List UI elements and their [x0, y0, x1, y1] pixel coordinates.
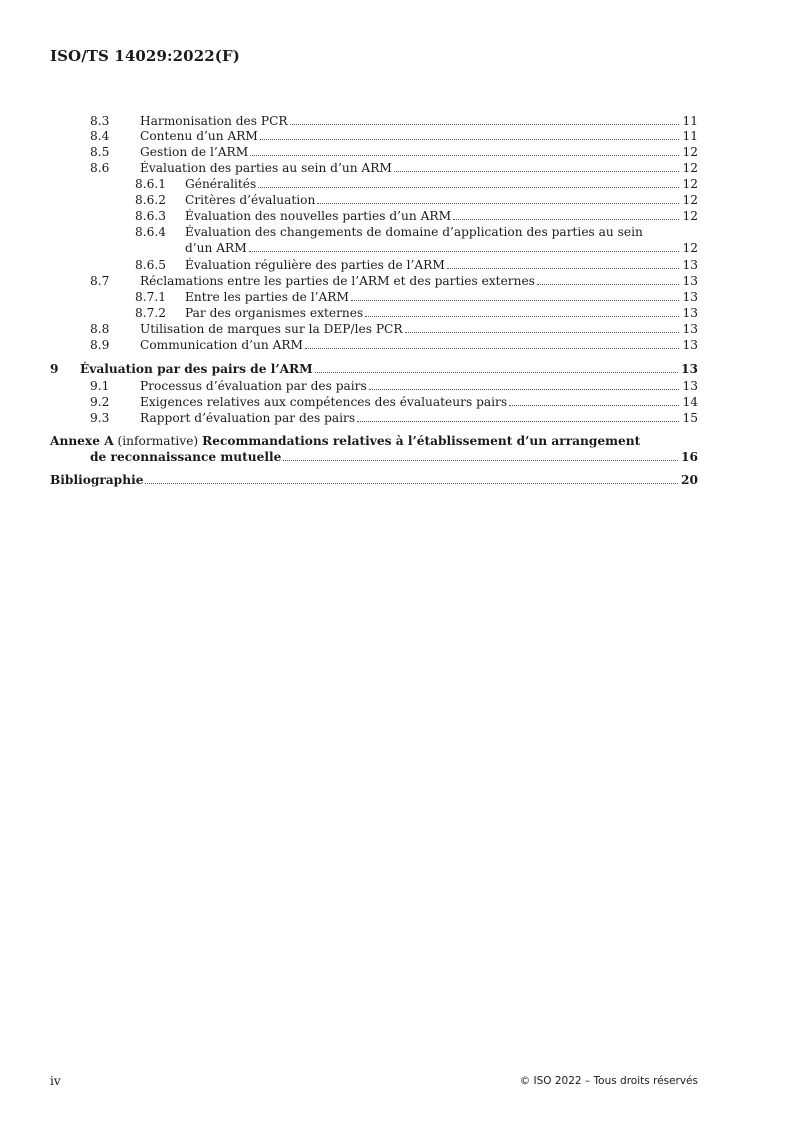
toc-page: 12	[682, 161, 698, 175]
toc-title-line	[140, 274, 698, 288]
toc-number: 8.5	[90, 145, 110, 159]
toc-title: Contenu d’un ARM	[140, 129, 258, 143]
toc-title: Recommandations relatives à l’établissement d’un arrangement	[202, 434, 641, 448]
toc-entry-8-7[interactable]	[50, 274, 698, 288]
toc-title-line	[90, 450, 698, 464]
toc-page: 13	[682, 290, 698, 304]
toc-title-line	[185, 241, 698, 255]
toc-number: 8.4	[90, 129, 110, 143]
table-of-contents	[50, 0, 698, 1122]
toc-title-line	[140, 395, 698, 409]
toc-title: Critères d’évaluation	[185, 193, 316, 207]
copyright-notice: © ISO 2022 – Tous droits réservés	[519, 1075, 698, 1087]
toc-title: Évaluation des changements de domaine d’application des parties au sein	[185, 225, 643, 239]
toc-number: 9	[50, 362, 59, 376]
dot-leader	[351, 300, 680, 301]
toc-title: Communication d’un ARM	[140, 338, 304, 352]
toc-title: Bibliographie	[50, 473, 144, 487]
toc-entry-8-7-1[interactable]	[50, 290, 698, 304]
toc-page: 13	[682, 274, 698, 288]
toc-page: 13	[682, 338, 698, 352]
toc-number: 8.6.5	[135, 258, 167, 272]
dot-leader	[365, 316, 679, 317]
toc-entry-8-5[interactable]	[50, 145, 698, 159]
dot-leader	[145, 483, 678, 484]
page-number: iv	[50, 1074, 61, 1088]
toc-number: 9.2	[90, 395, 110, 409]
toc-number: 8.3	[90, 114, 110, 128]
toc-title: Processus d’évaluation par des pairs	[140, 379, 367, 393]
toc-number: 8.8	[90, 322, 110, 336]
dot-leader	[290, 124, 680, 125]
toc-number: 8.9	[90, 338, 110, 352]
toc-entry-annex-a[interactable]	[50, 434, 698, 448]
toc-page: 15	[682, 411, 698, 425]
toc-title-line	[185, 306, 698, 320]
toc-entry-8-8[interactable]	[50, 322, 698, 336]
toc-page: 14	[682, 395, 698, 409]
toc-page: 13	[682, 379, 698, 393]
toc-page: 12	[682, 241, 698, 255]
toc-entry-bibliography[interactable]	[50, 473, 698, 487]
toc-title-line	[185, 177, 698, 191]
toc-entry-8-6-4-continued[interactable]	[50, 241, 698, 255]
dot-leader	[447, 268, 680, 269]
toc-number: 8.6.3	[135, 209, 167, 223]
toc-annex-heading	[50, 434, 640, 448]
dot-leader	[357, 421, 679, 422]
toc-entry-9-2[interactable]	[50, 395, 698, 409]
dot-leader	[258, 187, 679, 188]
toc-page: 12	[682, 209, 698, 223]
toc-number: 8.6.2	[135, 193, 167, 207]
toc-title-line	[140, 411, 698, 425]
toc-page: 11	[682, 114, 698, 128]
toc-title: Harmonisation des PCR	[140, 114, 288, 128]
toc-title: Évaluation régulière des parties de l’ARM	[185, 258, 445, 272]
toc-number: 8.7	[90, 274, 110, 288]
toc-title-line	[185, 225, 698, 239]
toc-title-line	[185, 258, 698, 272]
toc-entry-8-7-2[interactable]	[50, 306, 698, 320]
document-identifier: ISO/TS 14029:2022(F)	[50, 47, 240, 65]
toc-entry-8-6-2[interactable]	[50, 193, 698, 207]
dot-leader	[453, 219, 679, 220]
dot-leader	[305, 348, 679, 349]
annex-qualifier: (informative)	[117, 434, 199, 448]
toc-entry-8-3[interactable]	[50, 114, 698, 128]
dot-leader	[537, 284, 680, 285]
toc-number: 8.6.1	[135, 177, 167, 191]
toc-entry-9[interactable]	[50, 362, 698, 376]
toc-page: 12	[682, 193, 698, 207]
toc-title-line	[140, 322, 698, 336]
toc-page: 12	[682, 177, 698, 191]
toc-entry-8-9[interactable]	[50, 338, 698, 352]
toc-page: 13	[682, 306, 698, 320]
toc-title-line	[140, 114, 698, 128]
dot-leader	[315, 372, 678, 373]
dot-leader	[283, 460, 678, 461]
toc-title-line	[140, 338, 698, 352]
toc-title-continued: d’un ARM	[185, 241, 247, 255]
dot-leader	[394, 171, 680, 172]
toc-entry-9-3[interactable]	[50, 411, 698, 425]
dot-leader	[250, 155, 679, 156]
toc-title: Exigences relatives aux compétences des évaluateurs pairs	[140, 395, 508, 409]
toc-title: Utilisation de marques sur la DEP/les PCR	[140, 322, 403, 336]
toc-title-line	[185, 290, 698, 304]
toc-title-line	[50, 434, 698, 448]
dot-leader	[249, 251, 680, 252]
toc-entry-annex-a-continued[interactable]	[50, 450, 698, 464]
dot-leader	[369, 389, 680, 390]
toc-title: Par des organismes externes	[185, 306, 364, 320]
toc-title-line	[80, 362, 698, 376]
toc-title: Généralités	[185, 177, 257, 191]
toc-title: Réclamations entre les parties de l’ARM et des parties externes	[140, 274, 535, 288]
toc-page: 13	[682, 258, 698, 272]
toc-page: 13	[682, 322, 698, 336]
dot-leader	[509, 405, 679, 406]
toc-title: Entre les parties de l’ARM	[185, 290, 349, 304]
toc-title: Rapport d’évaluation par des pairs	[140, 411, 356, 425]
toc-title-line	[140, 129, 698, 143]
toc-title-line	[140, 161, 698, 175]
dot-leader	[405, 332, 680, 333]
toc-entry-8-4[interactable]	[50, 129, 698, 143]
toc-entry-8-6-4[interactable]	[50, 225, 698, 239]
toc-title: Évaluation des parties au sein d’un ARM	[140, 161, 392, 175]
toc-page: 13	[681, 362, 698, 376]
toc-title-continued: de reconnaissance mutuelle	[90, 450, 282, 464]
toc-number: 9.1	[90, 379, 110, 393]
toc-title-line	[140, 145, 698, 159]
dot-leader	[317, 203, 679, 204]
toc-title: Gestion de l’ARM	[140, 145, 249, 159]
toc-number: 9.3	[90, 411, 110, 425]
toc-title: Évaluation des nouvelles parties d’un ARM	[185, 209, 452, 223]
dot-leader	[260, 139, 680, 140]
toc-page: 11	[682, 129, 698, 143]
toc-title-line	[185, 209, 698, 223]
toc-number: 8.7.1	[135, 290, 167, 304]
toc-entry-9-1[interactable]	[50, 379, 698, 393]
toc-number: 8.6.4	[135, 225, 167, 239]
toc-title-line	[185, 193, 698, 207]
annex-label: Annexe A	[50, 434, 114, 448]
toc-entry-8-6-3[interactable]	[50, 209, 698, 223]
toc-number: 8.7.2	[135, 306, 167, 320]
toc-page: 12	[682, 145, 698, 159]
toc-number: 8.6	[90, 161, 110, 175]
toc-title-line	[50, 473, 698, 487]
toc-entry-8-6[interactable]	[50, 161, 698, 175]
toc-entry-8-6-1[interactable]	[50, 177, 698, 191]
toc-entry-8-6-5[interactable]	[50, 258, 698, 272]
toc-page: 16	[681, 450, 698, 464]
toc-title: Évaluation par des pairs de l’ARM	[80, 362, 313, 376]
toc-title-line	[140, 379, 698, 393]
toc-page: 20	[681, 473, 698, 487]
